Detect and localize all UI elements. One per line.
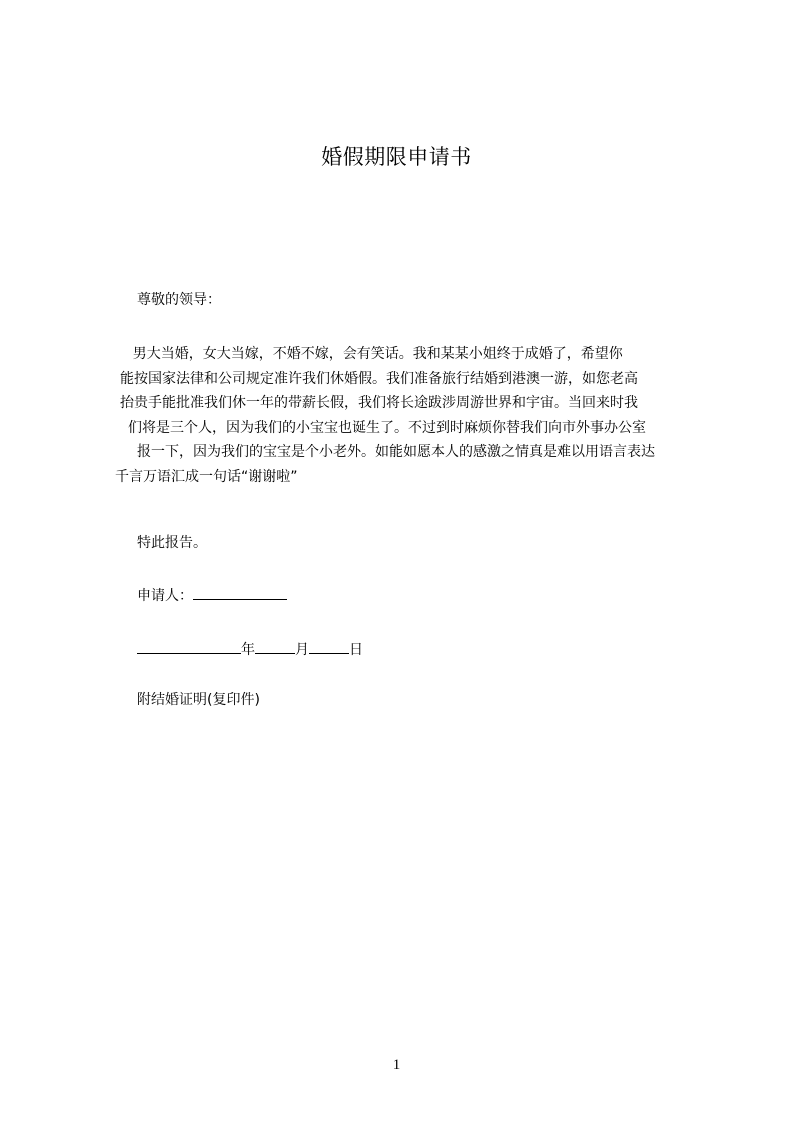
applicant-line	[137, 584, 287, 606]
date-day-label: 日	[349, 642, 363, 658]
attachment-note: 附结婚证明(复印件)	[137, 692, 260, 708]
document-title: 婚假期限申请书	[321, 145, 472, 169]
body-line-6: 千言万语汇成一句话“谢谢啦”	[115, 468, 298, 485]
body-line-2: 能按国家法律和公司规定准许我们休婚假。我们准备旅行结婚到港澳一游，如您老高	[120, 370, 638, 387]
date-year-label: 年	[241, 642, 255, 658]
date-year-blank[interactable]	[137, 638, 241, 654]
applicant-signature-blank[interactable]	[193, 584, 287, 600]
salutation: 尊敬的领导：	[137, 292, 221, 308]
body-line-3: 抬贵手能批准我们休一年的带薪长假，我们将长途跋涉周游世界和宇宙。当回来时我	[120, 395, 638, 411]
date-line	[137, 638, 363, 660]
body-line-4: 们将是三个人，因为我们的小宝宝也诞生了。不过到时麻烦你替我们向市外事办公室	[128, 419, 646, 436]
closing-statement: 特此报告。	[137, 535, 207, 551]
date-month-blank[interactable]	[255, 638, 295, 654]
body-line-5: 报一下，因为我们的宝宝是个小老外。如能如愿本人的感激之情真是难以用语言表达	[137, 444, 655, 460]
applicant-label: 申请人：	[137, 588, 193, 604]
body-paragraph	[115, 342, 700, 489]
date-day-blank[interactable]	[309, 638, 349, 654]
date-month-label: 月	[295, 642, 309, 658]
page-number: 1	[392, 1057, 401, 1073]
body-line-1: 男大当婚，女大当嫁，不婚不嫁，会有笑话。我和某某小姐终于成婚了，希望你	[115, 346, 623, 362]
